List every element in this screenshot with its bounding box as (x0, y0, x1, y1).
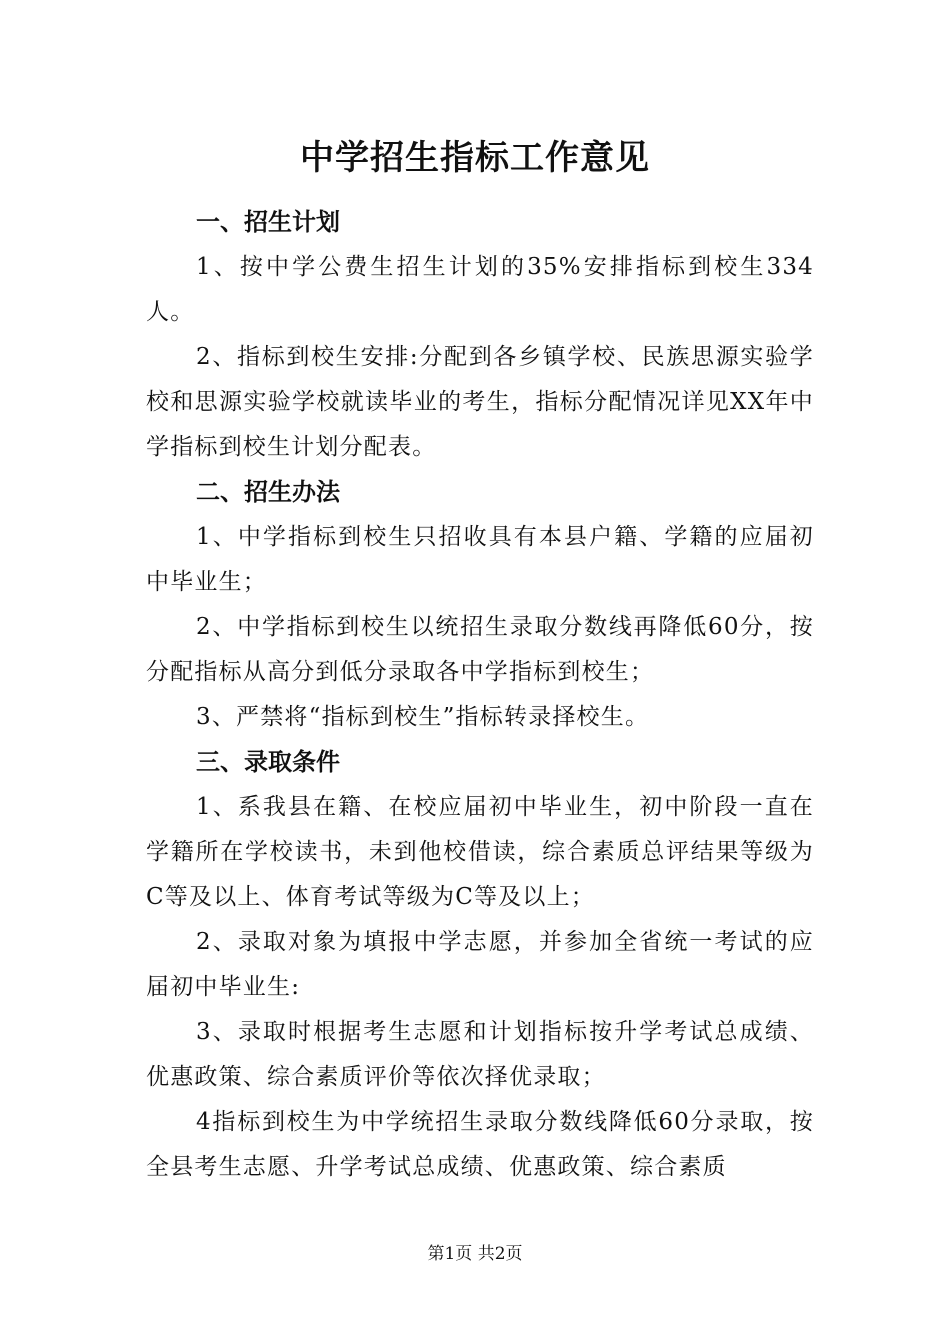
paragraph: 1、系我县在籍、在校应届初中毕业生，初中阶段一直在学籍所在学校读书，未到他校借读，综合素质总评结果等级为C等及以上、体育考试等级为C等及以上； (146, 794, 814, 910)
paragraph: 1、按中学公费生招生计划的35%安排指标到校生334人。 (146, 254, 814, 325)
section-heading: 三、录取条件 (196, 748, 340, 776)
section-enrollment-plan (146, 200, 814, 470)
paragraph: 4指标到校生为中学统招生录取分数线降低60分录取，按全县考生志愿、升学考试总成绩、优惠政策、综合素质 (146, 1109, 814, 1180)
section-enrollment-method (146, 470, 814, 740)
page-footer: 第1页 共2页 (427, 1244, 523, 1264)
paragraph: 1、中学指标到校生只招收具有本县户籍、学籍的应届初中毕业生； (146, 524, 814, 595)
paragraph: 2、中学指标到校生以统招生录取分数线再降低60分，按分配指标从高分到低分录取各中学指标到校生； (146, 614, 814, 685)
paragraph: 3、录取时根据考生志愿和计划指标按升学考试总成绩、优惠政策、综合素质评价等依次择优录取； (146, 1019, 814, 1090)
document-body (146, 200, 814, 1190)
paragraph: 2、录取对象为填报中学志愿，并参加全省统一考试的应届初中毕业生: (146, 929, 814, 1000)
section-heading: 二、招生办法 (196, 478, 340, 506)
section-heading: 一、招生计划 (196, 208, 340, 236)
document-title: 中学招生指标工作意见 (300, 138, 650, 178)
section-admission-conditions (146, 740, 814, 1190)
paragraph: 3、严禁将“指标到校生”指标转录择校生。 (196, 704, 650, 730)
paragraph: 2、指标到校生安排:分配到各乡镇学校、民族思源实验学校和思源实验学校就读毕业的考生，指标分配情况详见XX年中学指标到校生计划分配表。 (146, 344, 814, 460)
